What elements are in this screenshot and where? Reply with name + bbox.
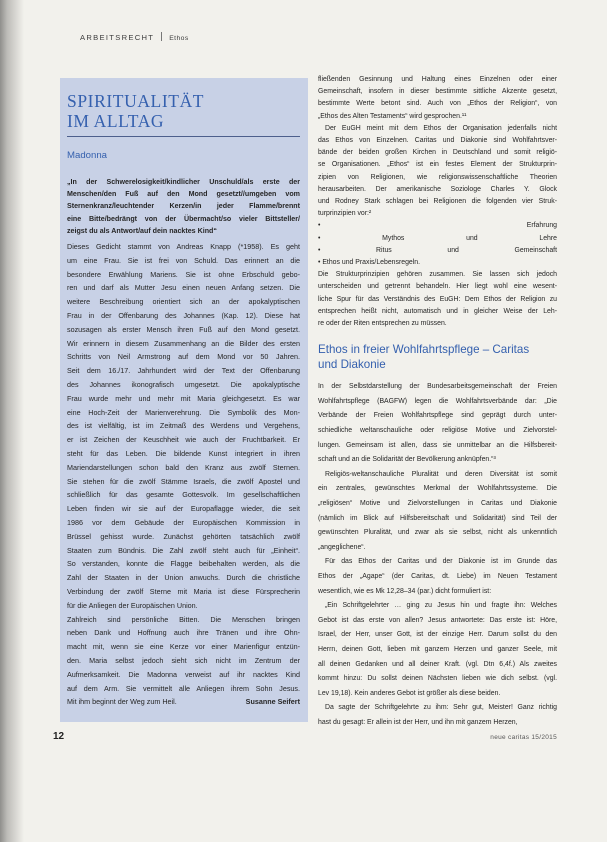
article-line: se Organisationen. „Ethos“ ist ein festes Element der Strukturprin-: [318, 161, 557, 169]
article-line: Lev 19,18). Kein anderes Gebot ist größer als diese beiden.: [318, 689, 501, 697]
article-line: Für das Ethos der Caritas und der Diakonie ist im Grunde das: [325, 558, 557, 566]
sidebar-title-line: IM ALLTAG: [67, 111, 165, 131]
section-heading-line: Ethos in freier Wohlfahrtspflege – Caritas: [318, 343, 530, 357]
poem-quote-line: eine Bitte/bedrängt von der Übermacht/so vieler Bittsteller/: [67, 214, 300, 223]
article-line: schiedliche weltanschauliche oder religiöse Motive und Zielvorstel-: [318, 427, 557, 435]
poem-quote: [67, 176, 300, 237]
article-line: hast du gesagt: Er allein ist der Herr, und ihn mit ganzem Herzen,: [318, 718, 518, 726]
article-line: Gemeinschaft, insofern in dieser bestimmte sittliche Akzente gesetzt,: [318, 88, 557, 96]
sidebar-subtitle: Madonna: [67, 150, 108, 161]
page-number: 12: [53, 731, 65, 742]
poem-quote-line: zeigst du als Antwort/auf dein nacktes Kind“: [67, 226, 217, 235]
sidebar-body-line: Frau in der Offenbarung des Johannes (Kap. 12). Diese hat: [67, 311, 300, 320]
sidebar-body-line: besondere Erwählung Mariens. Sie ist ohne Erbschuld gebo-: [67, 269, 300, 279]
article-line: „angeglichene“.: [318, 543, 366, 551]
sidebar-body-line: auf dem Arm. Sie vermittelt alle Anliegen ihrem Sohn Jesus.: [67, 683, 300, 693]
sidebar-body-line: Dieses Gedicht stammt von Andreas Knapp (*1958). Es geht: [67, 242, 300, 252]
sidebar-title-line: SPIRITUALITÄT: [67, 91, 205, 111]
sidebar-body-line: um eine Frau. Sie ist frei von Schuld. Das erinnert an die: [67, 255, 300, 265]
article-line: schaft und an die Solidarität der Bevölkerung anknüpfen.“³: [318, 456, 496, 464]
publication-footer: neue caritas 15/2015: [490, 734, 557, 741]
section-body: [318, 380, 557, 730]
article-line: bände der beiden großen Kirchen in Deutschland und somit religiö-: [318, 149, 557, 157]
sidebar-body-line: Verbindung der zwölf Sterne mit Maria ist diese Fürsprecherin: [67, 586, 300, 596]
article-line: „religiösen“ Motive und Zielvorstellungen in Caritas und Diakonie: [318, 500, 557, 508]
article-line: lungen. Gemeinsam ist allen, dass sie unmittelbar an die Hilfsbereit-: [318, 441, 557, 449]
article-column: [318, 74, 557, 731]
sidebar-body-line: eine Hoch-Zeit der Marienverehrung. Die Symbolik des Mon-: [67, 407, 300, 417]
poem-quote-line: Menschen/den Fuß auf den Mond gesetzt//umgeben vom: [67, 190, 300, 199]
sidebar-body-line: Sie stehen für die zwölf Stämme Israels, die zwölf Apostel und: [67, 476, 300, 486]
article-line: und Rodney Stark schlagen bei Religionen die folgenden vier Struk-: [318, 198, 557, 206]
article-line: In der Selbstdarstellung der Bundesarbeitsgemeinschaft der Freien: [318, 383, 557, 391]
page-binding-shadow: [0, 0, 24, 842]
article-line: Da sagte der Schriftgelehrte zu ihm: Sehr gut, Meister! Ganz richtig: [325, 704, 557, 712]
article-line: fließenden Gesinnung und Haltung eines Einzelnen oder einer: [318, 76, 557, 83]
article-line: Ethos der „Agape“ (der Caritas, dt. Liebe) im Neuen Testament: [318, 572, 557, 580]
sidebar-body-line: 1986 vor dem Gebäude der Europäischen Kommission in: [67, 517, 300, 527]
sidebar-body-line: des ist vielfältig, ist im Zeitmaß des Werdens und Vergehens,: [67, 421, 300, 431]
sidebar-body-line: neben Dank und Hoffnung auch ihre Tränen und ihre Ohn-: [67, 628, 300, 638]
sidebar-body-line: So verstanden, konnte die Flagge beibehalten werden, als die: [67, 559, 300, 569]
article-line: all deinen Gedanken und all deiner Kraft. (vgl. Dtn 6,4f.) Als zweites: [318, 660, 557, 668]
poem-quote-line: Sternenkranz/leuchtender Kerzen/in jeder Flamme/brennt: [67, 202, 300, 211]
sidebar-body-line: Wir erinnern in diesem Zusammenhang an die Bilder des ersten: [67, 338, 300, 348]
article-line: herausarbeiten. Der amerikanische Soziologe Charles Y. Glock: [318, 185, 557, 193]
article-line: wesentlich, wie es Mk 12,28–34 (par.) dicht formuliert ist:: [318, 587, 492, 595]
sidebar-body-line: Aufmerksamkeit. Die Madonna verweist auf ihr nacktes Kind: [67, 669, 300, 679]
header-separator: [161, 32, 162, 41]
article-line: entsprechen heißt nicht, automatisch und in gleicher Weise der Leh-: [318, 307, 557, 315]
bullet-list-item: • Ethos und Praxis/Lebensregeln.: [318, 259, 421, 267]
article-after-list: [318, 269, 557, 330]
article-line: (nämlich im Blick auf Hilfsbereitschaft und Solidarität) sind Teil der: [318, 514, 557, 522]
section-heading-line: und Diakonie: [318, 358, 386, 372]
spirituality-sidebar: [60, 78, 308, 722]
sidebar-body-line: Staaten zum Bündnis. Die Zahl zwölf steht auch für „Einheit“.: [67, 545, 300, 555]
section-heading: [318, 342, 557, 372]
sidebar-body-line: für die Anliegen der Europäischen Union.: [67, 600, 198, 610]
sidebar-body: [67, 240, 300, 709]
sidebar-body-line: steht für das Leben. Die bildende Kunst integriert in ihren: [67, 448, 300, 458]
article-line: „Ethos des Alten Testaments“ wird gesprochen.¹¹: [318, 112, 467, 120]
article-line: Wohlfahrtspflege (BAGFW) legen die Wohlfahrtsverbände dar: „Die: [318, 397, 557, 405]
bullet-list-item: • Mythos und Lehre: [318, 234, 557, 242]
sidebar-body-line: er ist Zeichen der Keuschheit wie auch der Fruchtbarkeit. Er: [67, 435, 300, 445]
sidebar-body-line: sozusagen als erster Mensch ihren Fuß auf den Mond gesetzt.: [67, 324, 300, 334]
sidebar-body-line: Mit ihm beginnt der Weg zum Heil.: [67, 697, 177, 707]
sidebar-body-line: Schritts von Neil Armstrong auf dem Mond vor 50 Jahren.: [67, 352, 300, 362]
article-line: unterscheiden und getrennt behandeln. Hier liegt wohl eine wesent-: [318, 283, 557, 291]
header-section: ARBEITSRECHT: [80, 33, 155, 42]
article-line: Herrn, deinen Gott, lieben mit ganzem Herzen und ganzer Seele, mit: [318, 645, 557, 653]
structure-principles-list: [318, 220, 557, 269]
sidebar-body-line: Zahl der Staaten in der Union anwuchs. Durch die christliche: [67, 573, 300, 583]
article-line: re oder der Riten entsprechen zu müssen.: [318, 320, 447, 328]
header-topic: Ethos: [169, 35, 189, 42]
article-line: zipien von Religionen, wie religionswissenschaftliche Theorien: [318, 173, 557, 181]
article-line: gewünschten Pluralität, und zwar als sie selbst, nicht als unkenntlich: [318, 529, 557, 537]
article-line: Verbände der Freien Wohlfahrtspflege sind geprägt durch unter-: [318, 412, 557, 420]
article-line: kommt hinzu: Du sollst deinen Nächsten lieben wie dich selbst. (vgl.: [318, 675, 557, 683]
sidebar-body-line: schließlich für das gesamte Gottesvolk. Im gesellschaftlichen: [67, 490, 300, 500]
bullet-list-item: • Erfahrung: [318, 222, 557, 230]
sidebar-body-line: Mariendarstellungen schon bald den Kranz aus zwölf Sternen.: [67, 462, 300, 472]
article-line: bestimmte Werte betont sind. Auch von „Ethos der Religion“, von: [318, 100, 557, 108]
article-line: Der EuGH meint mit dem Ethos der Organisation jedenfalls nicht: [325, 124, 557, 132]
article-line: liche Spur für das Verständnis des EuGH: Dem Ethos der Religion zu: [318, 295, 557, 303]
sidebar-author: Susanne Seifert: [245, 697, 300, 707]
article-line: Israel, der Herr, unser Gott, ist der einzige Herr. Darum sollst du den: [318, 631, 557, 639]
article-line: turprinzipien vor:²: [318, 210, 372, 218]
article-line: das Ethos von Einzelnen. Caritas und Diakonie sind Wohlfahrtsver-: [318, 137, 557, 145]
article-intro: [318, 74, 557, 220]
article-line: „Ein Schriftgelehrter … ging zu Jesus hin und fragte ihn: Welches: [325, 602, 557, 610]
sidebar-body-line: Frau wurde mehr und mehr mit Maria gleichgesetzt. Es war: [67, 393, 300, 403]
sidebar-body-line: des Johannes ikonografisch umgesetzt. Die apokalyptische: [67, 379, 300, 389]
article-line: Gebot ist das erste von allen? Jesus antwortete: Das erste ist: Höre,: [318, 616, 557, 624]
sidebar-title: [67, 91, 300, 131]
sidebar-body-line: macht mit, wenn sie eine Kerze vor einer Marienfigur entzün-: [67, 642, 300, 652]
sidebar-body-line: den. Maria selbst jedoch sieht sich nicht im Zentrum der: [67, 655, 300, 665]
sidebar-body-line: weitere Beschreibung orientiert sich an der apokalyptischen: [67, 297, 300, 307]
article-line: Die Strukturprinzipien gehören zusammen. Sie lassen sich jedoch: [318, 271, 557, 279]
sidebar-body-line: Zahlreich sind persönliche Bitten. Die Menschen bringen: [67, 614, 300, 624]
sidebar-body-line: Brüssel gehisst wurde. Zunächst gehörten tatsächlich zwölf: [67, 531, 300, 541]
sidebar-title-rule: [67, 136, 300, 137]
poem-quote-line: „In der Schwerelosigkeit/kindlicher Unschuld/als erste der: [67, 178, 300, 186]
running-header: [80, 32, 189, 42]
sidebar-text: [67, 176, 300, 709]
article-line: Religiös-weltanschauliche Pluralität und deren Diversität ist somit: [325, 470, 557, 478]
sidebar-body-line: Leben finden wir sie auf der Europaflagge wieder, die seit: [67, 504, 300, 514]
article-line: ein zentrales, gewünschtes Merkmal der Wohlfahrtssysteme. Die: [318, 485, 557, 493]
bullet-list-item: • Ritus und Gemeinschaft: [318, 246, 557, 254]
sidebar-body-line: Seit dem 16./17. Jahrhundert wird der Text der Offenbarung: [67, 366, 300, 376]
sidebar-body-line: ren und darf als Mutter Jesu einen neuen Anfang setzen. Die: [67, 283, 300, 293]
